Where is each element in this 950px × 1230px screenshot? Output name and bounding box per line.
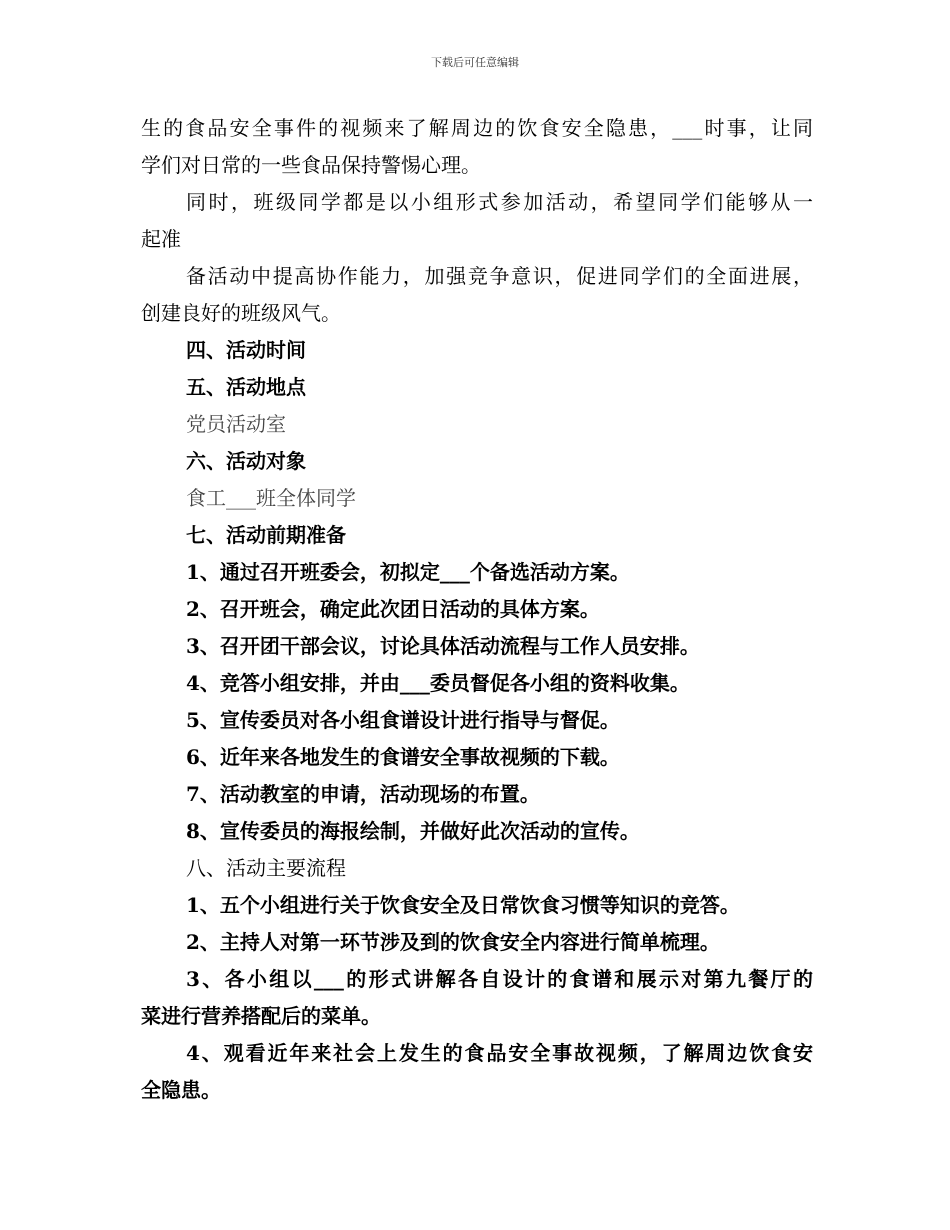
text-line: 起准 bbox=[141, 227, 181, 251]
text-line: 2、召开班会，确定此次团日活动的具体方案。 bbox=[186, 597, 600, 621]
text-line: 党员活动室 bbox=[186, 412, 286, 436]
text-line: 六、活动对象 bbox=[186, 449, 306, 473]
text-line: 1、五个小组进行关于饮食安全及日常饮食习惯等知识的竞答。 bbox=[186, 893, 740, 917]
text-line: 6、近年来各地发生的食谱安全事故视频的下载。 bbox=[186, 745, 620, 769]
text-line: 食工___班全体同学 bbox=[186, 486, 356, 510]
text-line: 4、竞答小组安排，并由___委员督促各小组的资料收集。 bbox=[186, 671, 690, 695]
text-line: 同时，班级同学都是以小组形式参加活动，希望同学们能够从一 bbox=[186, 190, 813, 214]
text-line: 七、活动前期准备 bbox=[186, 523, 346, 547]
text-line: 五、活动地点 bbox=[186, 375, 306, 399]
text-line: 3、召开团干部会议，讨论具体活动流程与工作人员安排。 bbox=[186, 634, 700, 658]
text-line: 3、各小组以___的形式讲解各自设计的食谱和展示对第九餐厅的 bbox=[186, 967, 813, 991]
document-body bbox=[141, 110, 813, 1109]
text-line: 5、宣传委员对各小组食谱设计进行指导与督促。 bbox=[186, 708, 620, 732]
text-line: 7、活动教室的申请，活动现场的布置。 bbox=[186, 782, 540, 806]
text-line: 1、通过召开班委会，初拟定___个备选活动方案。 bbox=[186, 560, 630, 584]
text-line: 生的食品安全事件的视频来了解周边的饮食安全隐患，___时事，让同 bbox=[141, 116, 813, 140]
text-line: 菜进行营养搭配后的菜单。 bbox=[141, 1004, 381, 1028]
text-line: 学们对日常的一些食品保持警惕心理。 bbox=[141, 153, 481, 177]
text-line: 全隐患。 bbox=[141, 1078, 221, 1102]
text-line: 8、宣传委员的海报绘制，并做好此次活动的宣传。 bbox=[186, 819, 640, 843]
text-line: 备活动中提高协作能力，加强竞争意识，促进同学们的全面进展， bbox=[186, 264, 813, 288]
text-line: 四、活动时间 bbox=[186, 338, 306, 362]
text-line: 八、活动主要流程 bbox=[186, 856, 346, 880]
text-line: 4、观看近年来社会上发生的食品安全事故视频，了解周边饮食安 bbox=[186, 1041, 813, 1065]
text-line: 创建良好的班级风气。 bbox=[141, 301, 341, 325]
text-line: 2、主持人对第一环节涉及到的饮食安全内容进行简单梳理。 bbox=[186, 930, 720, 954]
page-header: 下载后可任意编辑 bbox=[431, 56, 519, 69]
